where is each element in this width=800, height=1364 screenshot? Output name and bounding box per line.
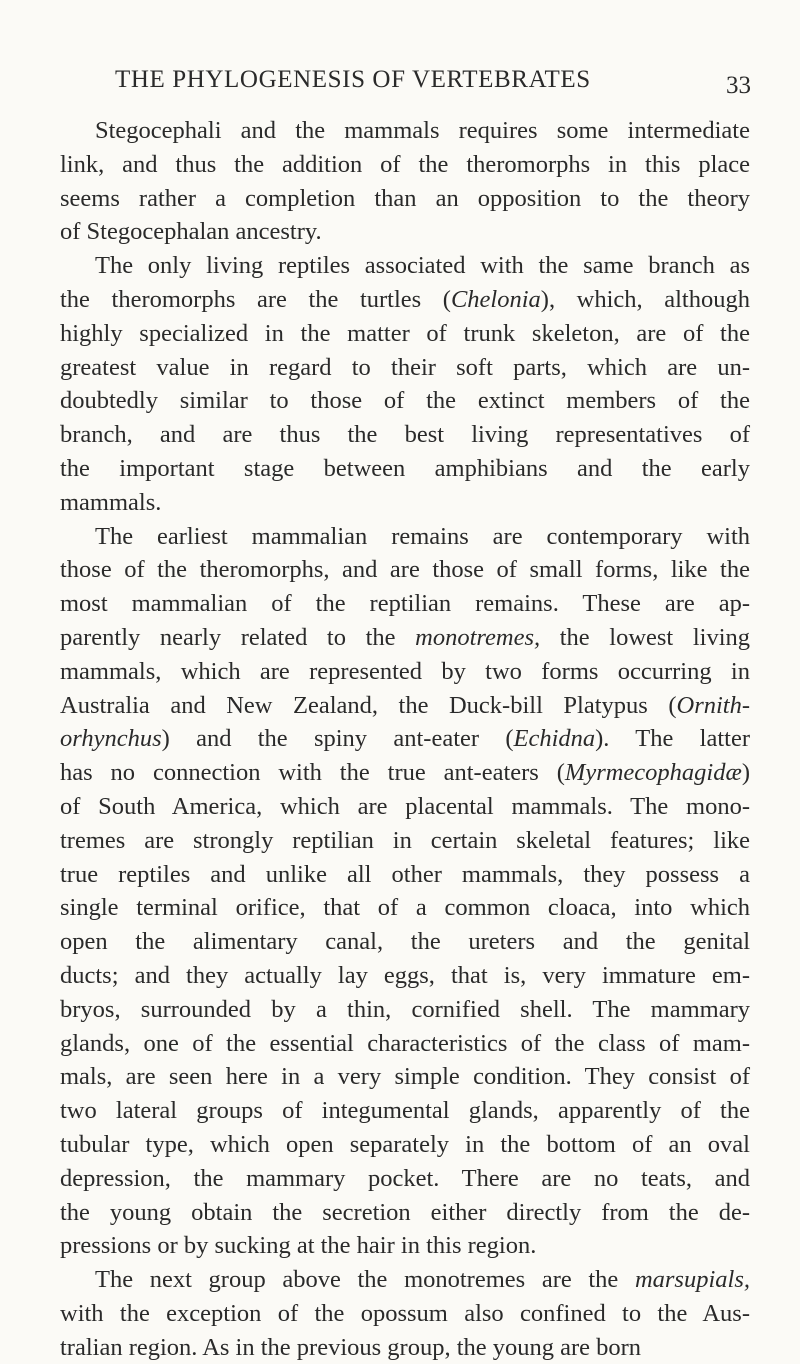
text-run: two lateral groups of integumental glands, apparently of the xyxy=(60,1097,750,1125)
text-line xyxy=(60,1196,750,1230)
text-line xyxy=(60,993,750,1027)
text-line xyxy=(60,824,750,858)
text-run: open the alimentary canal, the ureters and the genital xyxy=(60,928,750,956)
text-line xyxy=(60,790,750,824)
text-run: bryos, surrounded by a thin, cornified shell. The mammary xyxy=(60,995,750,1023)
text-line xyxy=(60,486,750,520)
text-run: pressions or by sucking at the hair in this region. xyxy=(60,1232,537,1260)
text-line xyxy=(60,959,750,993)
text-line xyxy=(60,418,750,452)
text-line xyxy=(60,1027,750,1061)
text-line xyxy=(60,1060,750,1094)
text-run: seems rather a completion than an opposition to the theory xyxy=(60,184,750,212)
text-run: ), which, although xyxy=(540,285,750,313)
text-run: mammals, which are represented by two forms occurring in xyxy=(60,657,750,685)
text-run: ). The latter xyxy=(595,725,750,753)
text-run: tremes are strongly reptilian in certain skeletal features; like xyxy=(60,826,750,854)
text-line xyxy=(60,1331,750,1364)
text-line xyxy=(60,689,750,723)
text-run: the young obtain the secretion either directly from the de- xyxy=(60,1198,750,1226)
text-run: ) xyxy=(741,759,750,787)
text-run: most mammalian of the reptilian remains. These are ap- xyxy=(60,590,750,618)
text-run: ducts; and they actually lay eggs, that is, very immature em- xyxy=(60,961,750,989)
text-run: parently nearly related to the xyxy=(60,623,416,651)
text-line xyxy=(60,182,750,216)
text-line xyxy=(60,148,750,182)
text-run: glands, one of the essential characteristics of the class of mam- xyxy=(60,1029,750,1057)
running-head: THE PHYLOGENESIS OF VERTEBRATES xyxy=(115,66,591,93)
text-line xyxy=(60,317,750,351)
text-run: ) and the spiny ant-eater ( xyxy=(161,725,514,753)
body-text xyxy=(60,114,750,1364)
text-line xyxy=(60,858,750,892)
text-run: has no connection with the true ant-eaters ( xyxy=(60,759,565,787)
text-line xyxy=(60,520,750,554)
text-line xyxy=(60,1263,750,1297)
text-run: Australia and New Zealand, the Duck-bill Platypus ( xyxy=(60,691,677,719)
italic-term: monotremes, xyxy=(415,623,541,651)
text-line xyxy=(60,1229,750,1263)
italic-term: marsupials, xyxy=(634,1266,750,1294)
text-line xyxy=(60,553,750,587)
text-run: link, and thus the addition of the theromorphs in this place xyxy=(60,150,750,178)
text-run: depression, the mammary pocket. There are no teats, and xyxy=(60,1164,750,1192)
text-run: tubular type, which open separately in the bottom of an oval xyxy=(60,1130,750,1158)
text-line xyxy=(60,452,750,486)
text-run: The only living reptiles associated with the same branch as xyxy=(95,252,750,280)
text-run: true reptiles and unlike all other mammals, they possess a xyxy=(60,860,750,888)
text-run: single terminal orifice, that of a common cloaca, into which xyxy=(60,894,750,922)
text-line xyxy=(60,722,750,756)
paragraph xyxy=(60,249,750,519)
page-header xyxy=(115,66,755,106)
italic-term: Echidna xyxy=(513,725,596,753)
text-line xyxy=(60,249,750,283)
text-run: the theromorphs are the turtles ( xyxy=(60,285,451,313)
paragraph xyxy=(60,520,750,1264)
text-run: branch, and are thus the best living representatives of xyxy=(60,421,750,449)
text-line xyxy=(60,283,750,317)
text-run: Stegocephali and the mammals requires some intermediate xyxy=(95,117,750,144)
text-run: the important stage between amphibians and the early xyxy=(60,454,750,482)
text-line xyxy=(60,925,750,959)
italic-term: Ornith- xyxy=(676,691,750,719)
text-run: mammals. xyxy=(60,488,162,516)
text-line xyxy=(60,621,750,655)
paragraph xyxy=(60,114,750,249)
text-run: those of the theromorphs, and are those of small forms, like the xyxy=(60,556,750,584)
text-line xyxy=(60,215,750,249)
text-run: with the exception of the opossum also confined to the Aus- xyxy=(60,1299,750,1327)
text-line xyxy=(60,587,750,621)
italic-term: Myrmecophagidæ xyxy=(564,759,742,787)
text-line xyxy=(60,1297,750,1331)
text-run: of Stegocephalan ancestry. xyxy=(60,218,322,246)
text-run: tralian region. As in the previous group, the young are born xyxy=(60,1333,642,1361)
text-line xyxy=(60,351,750,385)
italic-term: orhynchus xyxy=(60,725,162,753)
italic-term: Chelonia xyxy=(450,285,541,313)
text-line xyxy=(60,384,750,418)
text-run: the lowest living xyxy=(540,623,750,651)
text-line xyxy=(60,1094,750,1128)
text-run: The next group above the monotremes are the xyxy=(95,1266,635,1294)
text-line xyxy=(60,891,750,925)
text-run: highly specialized in the matter of trunk skeleton, are of the xyxy=(60,319,750,347)
paragraph xyxy=(60,1263,750,1364)
text-run: mals, are seen here in a very simple condition. They consist of xyxy=(60,1063,750,1091)
text-line xyxy=(60,655,750,689)
page-number: 33 xyxy=(726,72,751,99)
text-run: of South America, which are placental mammals. The mono- xyxy=(60,792,750,820)
text-line xyxy=(60,756,750,790)
text-line xyxy=(60,114,750,148)
text-run: greatest value in regard to their soft parts, which are un- xyxy=(60,353,750,381)
text-run: The earliest mammalian remains are contemporary with xyxy=(95,522,750,550)
text-run: doubtedly similar to those of the extinct members of the xyxy=(60,387,750,415)
text-line xyxy=(60,1128,750,1162)
text-line xyxy=(60,1162,750,1196)
